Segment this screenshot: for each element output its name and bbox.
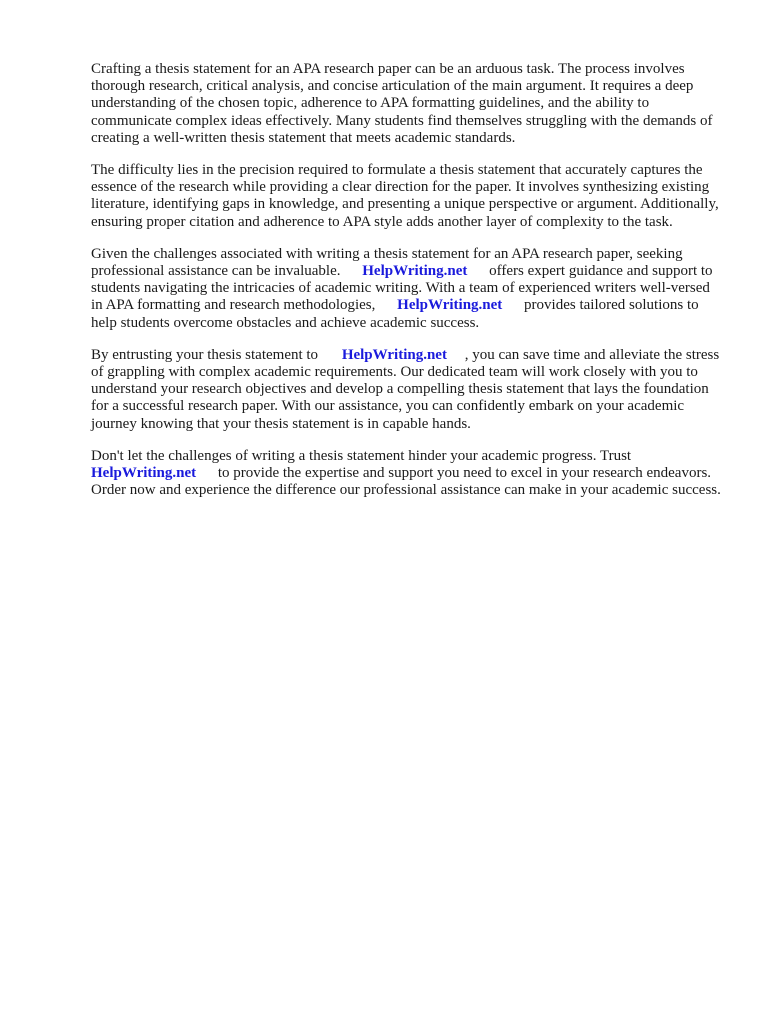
paragraph-closing: [91, 448, 721, 500]
paragraph-entrusting: [91, 347, 721, 433]
document-page: [91, 61, 721, 514]
paragraph-assistance: [91, 246, 721, 332]
paragraph-text: offers expert guidance and support to students navigating the intricacies of academic writing. With a team of experienced writers well-versed in APA formatting and research methodologies,: [91, 263, 713, 314]
paragraph-text: By entrusting your thesis statement to: [91, 346, 319, 363]
paragraph-text: Don't let the challenges of writing a thesis statement hinder your academic progress. Trust: [91, 447, 632, 464]
helpwriting-link[interactable]: HelpWriting.net: [341, 346, 447, 363]
helpwriting-link[interactable]: HelpWriting.net: [397, 297, 503, 314]
helpwriting-link[interactable]: HelpWriting.net: [362, 263, 468, 280]
paragraph-text: Given the challenges associated with writing a thesis statement for an APA research paper, seeking professional assistance can be invaluable.: [91, 245, 683, 280]
paragraph-text: to provide the expertise and support you need to excel in your research endeavors. Order now and experience the difference our professional assistance can make in your academic success.: [91, 465, 721, 499]
helpwriting-link[interactable]: HelpWriting.net: [91, 465, 197, 482]
paragraph-text: provides tailored solutions to help students overcome obstacles and achieve academic success.: [91, 297, 699, 331]
paragraph-difficulty: The difficulty lies in the precision required to formulate a thesis statement that accurately captures the essence of the research while providing a clear direction for the paper. It involves synthesizing existing literature, identifying gaps in knowledge, and presenting a unique perspective or argument. Additionally, ensuring proper citation and adherence to APA style adds another layer of complexity to the task.: [91, 162, 719, 230]
paragraph-text: , you can save time and alleviate the stress of grappling with complex academic requirements. Our dedicated team will work closely with you to understand your research objectives and develop a compelling thesis statement that lays the foundation for a successful research paper. With our assistance, you can confidently embark on your academic journey knowing that your thesis statement is in capable hands.: [91, 346, 720, 432]
paragraph-intro: Crafting a thesis statement for an APA research paper can be an arduous task. The process involves thorough research, critical analysis, and concise articulation of the main argument. It requires a deep understanding of the chosen topic, adherence to APA formatting guidelines, and the ability to communicate complex ideas effectively. Many students find themselves struggling with the demands of creating a well-written thesis statement that meets academic standards.: [91, 61, 713, 146]
